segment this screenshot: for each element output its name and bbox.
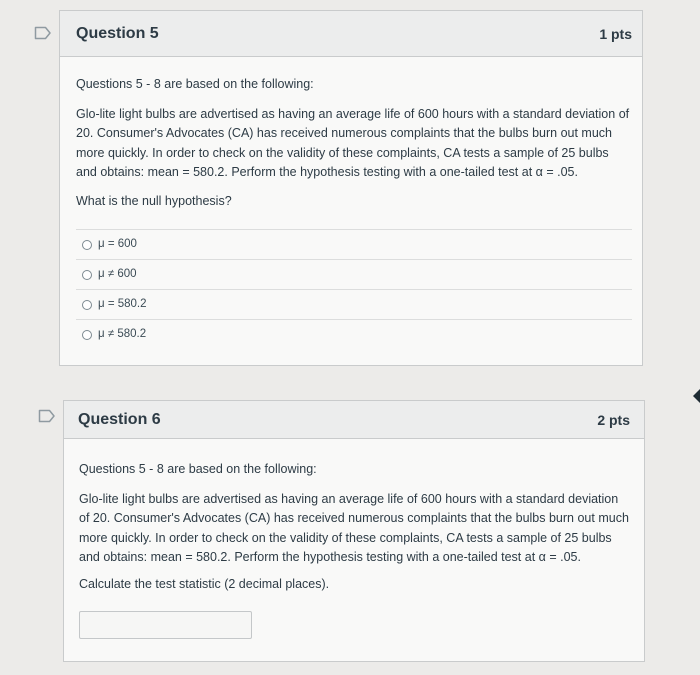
answer-option[interactable]	[76, 319, 632, 349]
question-card	[59, 10, 643, 366]
question-body	[60, 57, 642, 349]
question-intro: Questions 5 - 8 are based on the following:	[79, 462, 317, 476]
question-scenario: Glo-lite light bulbs are advertised as having an average life of 600 hours with a standard deviation of 20. Consumer's Advocates (CA) has received numerous complaints that the bulbs burn out much more quickly. In order to check on the validity of these complaints, CA tests a sample of 25 bulbs and obtains: mean = 580.2. Perform the hypothesis testing with a one-tailed test at α = .05.	[76, 106, 630, 179]
question-title: Question 5	[76, 24, 159, 42]
question-points: 1 pts	[599, 25, 632, 42]
radio-button[interactable]	[82, 240, 92, 250]
answer-list	[76, 229, 632, 349]
flag-icon[interactable]	[34, 26, 52, 40]
answer-option[interactable]	[76, 289, 632, 319]
radio-button[interactable]	[82, 270, 92, 280]
question-body	[64, 439, 644, 639]
question-header	[60, 11, 642, 57]
answer-label: μ ≠ 600	[98, 267, 137, 280]
question-intro: Questions 5 - 8 are based on the following:	[76, 77, 314, 91]
caret-left-icon	[693, 389, 700, 403]
flag-icon[interactable]	[38, 409, 56, 423]
answer-label: μ = 600	[98, 237, 137, 250]
radio-button[interactable]	[82, 300, 92, 310]
radio-button[interactable]	[82, 330, 92, 340]
question-prompt: Calculate the test statistic (2 decimal places).	[79, 576, 330, 591]
question-points: 2 pts	[597, 411, 630, 428]
answer-input[interactable]	[79, 611, 252, 639]
question-card	[63, 400, 645, 662]
question-header	[64, 401, 644, 439]
answer-option[interactable]	[76, 229, 632, 259]
question-scenario: Glo-lite light bulbs are advertised as having an average life of 600 hours with a standard deviation of 20. Consumer's Advocates (CA) has received numerous complaints that the bulbs burn out much more quickly. In order to check on the validity of these complaints, CA tests a sample of 25 bulbs and obtains: mean = 580.2. Perform the hypothesis testing with a one-tailed test at α = .05.	[79, 491, 629, 564]
answer-label: μ ≠ 580.2	[98, 327, 147, 340]
question-prompt: What is the null hypothesis?	[76, 193, 232, 208]
question-title: Question 6	[78, 410, 161, 428]
answer-option[interactable]	[76, 259, 632, 289]
answer-label: μ = 580.2	[98, 297, 147, 310]
